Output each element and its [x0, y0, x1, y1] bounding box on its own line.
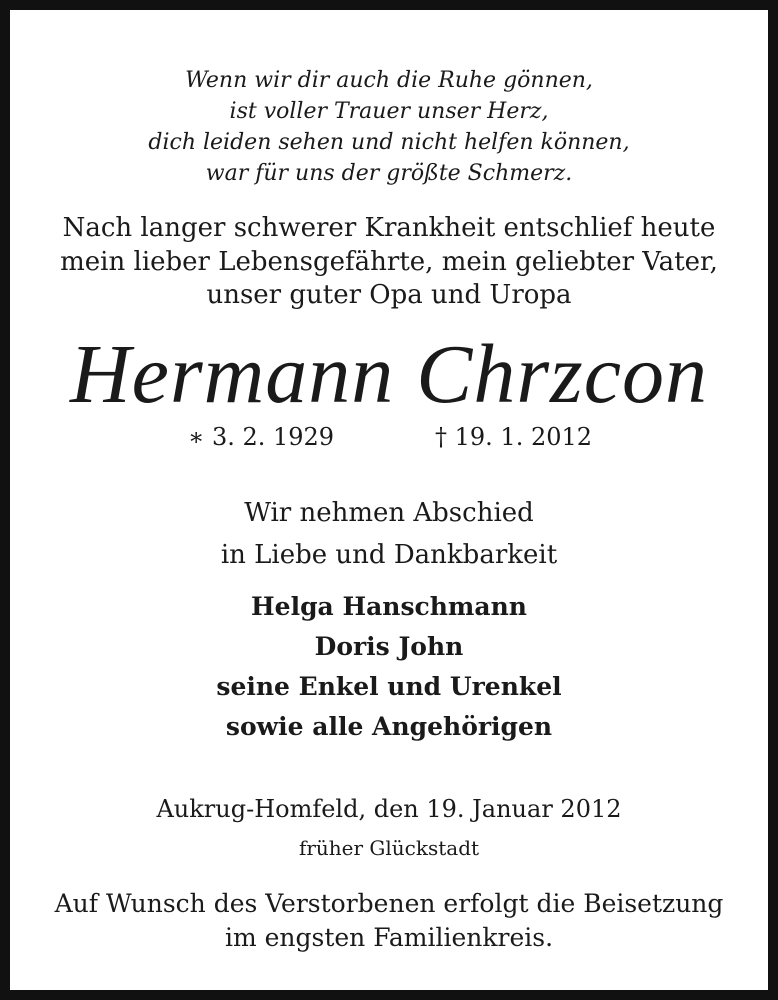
birth-date: ∗ 3. 2. 1929 [188, 423, 335, 451]
intro-line: mein lieber Lebensgefährte, mein geliebter Vater, [60, 247, 718, 277]
intro-line: Nach langer schwerer Krankheit entschlief heute [62, 213, 716, 243]
farewell-line: in Liebe und Dankbarkeit [220, 540, 558, 570]
former-place: früher Glückstadt [298, 836, 480, 860]
mourner-name: seine Enkel und Urenkel [216, 672, 562, 701]
intro-line: unser guter Opa und Uropa [206, 280, 572, 310]
poem-line: war für uns der größte Schmerz. [205, 161, 573, 186]
poem-line: ist voller Trauer unser Herz, [229, 99, 549, 124]
mourner-name: sowie alle Angehörigen [225, 712, 553, 741]
death-date: † 19. 1. 2012 [435, 423, 593, 451]
mourner-name: Helga Hanschmann [251, 592, 527, 621]
deceased-name: Hermann Chrzcon [70, 328, 708, 421]
mourner-name: Doris John [314, 632, 464, 661]
burial-note-line: Auf Wunsch des Verstorbenen erfolgt die Beisetzung [54, 889, 724, 918]
farewell-line: Wir nehmen Abschied [244, 498, 534, 528]
poem-line: Wenn wir dir auch die Ruhe gönnen, [185, 68, 593, 93]
place-date: Aukrug-Homfeld, den 19. Januar 2012 [156, 795, 622, 823]
poem-line: dich leiden sehen und nicht helfen können, [148, 130, 630, 155]
burial-note-line: im engsten Familienkreis. [224, 923, 554, 952]
